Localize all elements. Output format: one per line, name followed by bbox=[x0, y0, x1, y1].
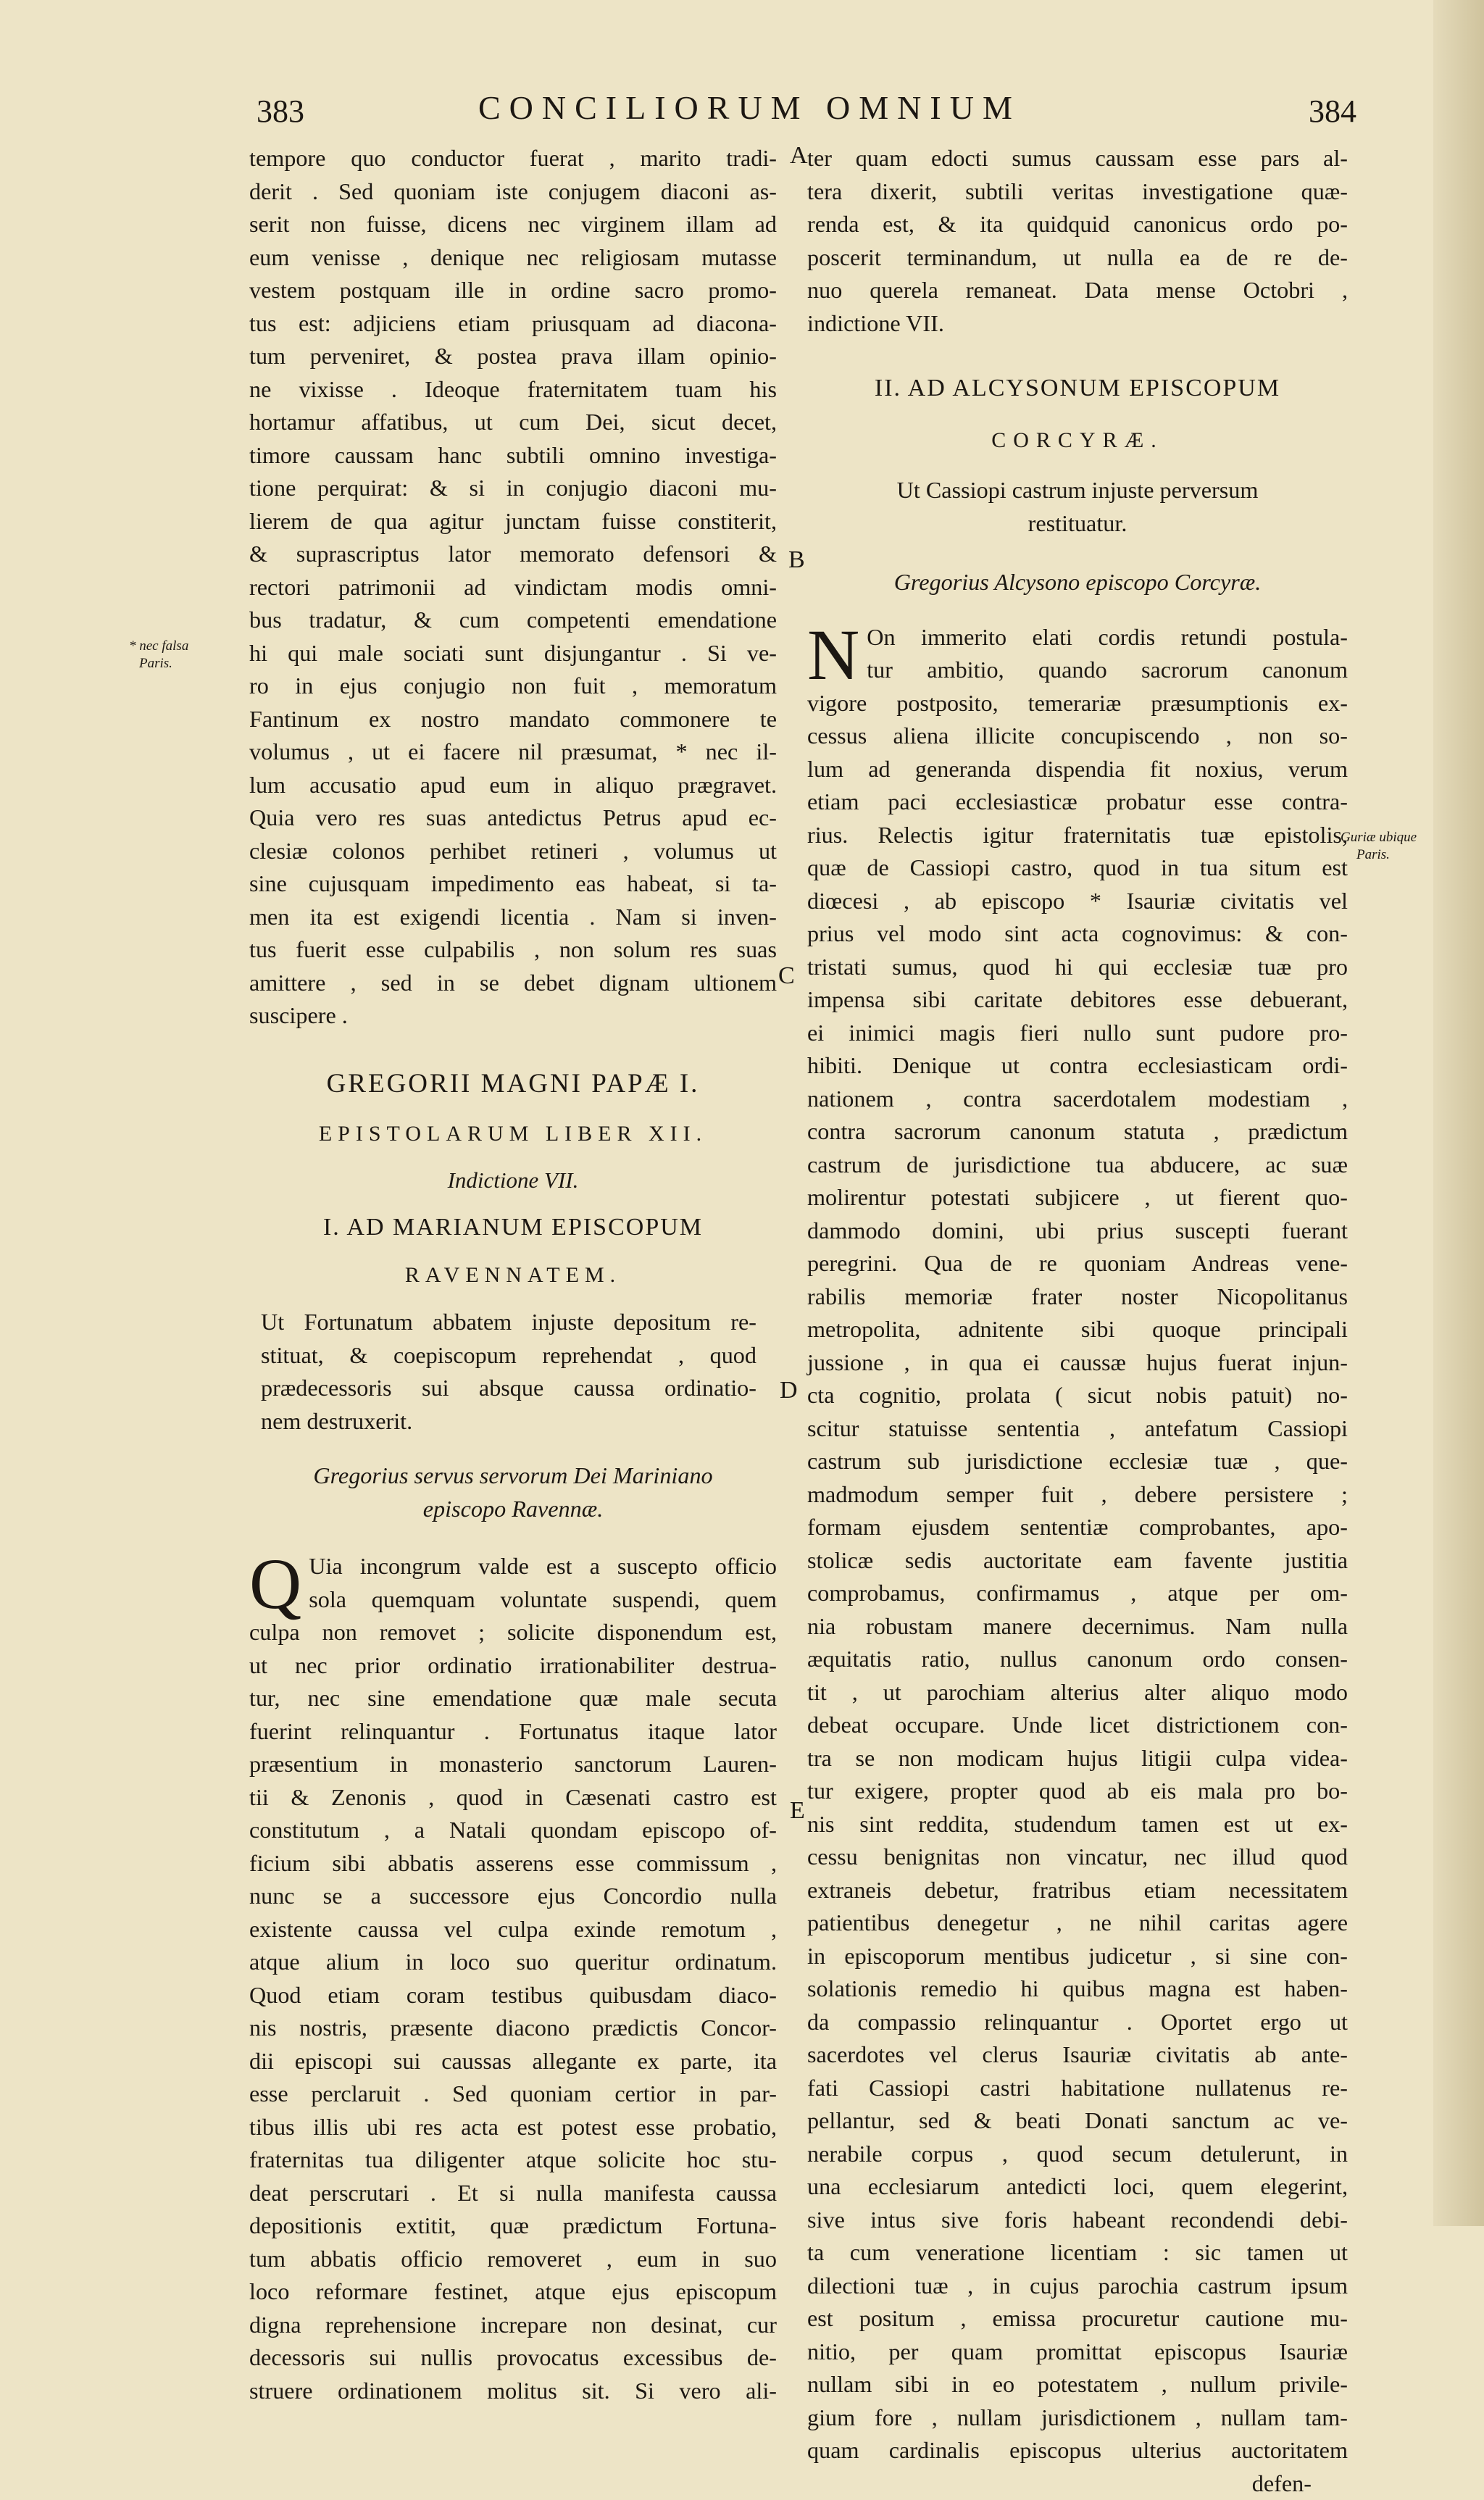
text-line: præsentium in monasterio sanctorum Lauren- bbox=[249, 1748, 777, 1781]
text-line: poscerit terminandum, ut nulla ea de re de- bbox=[807, 241, 1348, 275]
text-line: tus fuerit esse culpabilis , non solum res suas bbox=[249, 933, 777, 967]
text-line: nis nostris, præsente diacono prædictis Concor- bbox=[249, 2012, 777, 2045]
page-number-right: 384 bbox=[1309, 93, 1356, 130]
text-line: derit . Sed quoniam iste conjugem diaconi as- bbox=[249, 175, 777, 209]
text-line: da compassio relinquantur . Oportet ergo ut bbox=[807, 2006, 1348, 2039]
drop-cap-q: Q bbox=[249, 1554, 301, 1614]
text-line: Ut Cassiopi castrum injuste perversum bbox=[807, 474, 1348, 507]
text-line: formam ejusdem sententiæ comprobantes, apo- bbox=[807, 1511, 1348, 1544]
text-line: tii & Zenonis , quod in Cæsenati castro est bbox=[249, 1781, 777, 1814]
text-line: atque alium in loco suo queritur ordinatum. bbox=[249, 1946, 777, 1979]
text-line: tus est: adjiciens etiam priusquam ad diacona- bbox=[249, 307, 777, 341]
indiction: Indictione VII. bbox=[249, 1164, 777, 1197]
text-line: ne vixisse . Ideoque fraternitatem tuam his bbox=[249, 373, 777, 407]
letter-2-argument bbox=[807, 474, 1348, 540]
text-line: etiam paci ecclesiasticæ probatur esse contra- bbox=[807, 786, 1348, 819]
text-line: lierem de qua agitur junctam fuisse constiterit, bbox=[249, 505, 777, 538]
text-line: tempore quo conductor fuerat , marito tradi- bbox=[249, 142, 777, 175]
text-line: metropolita, adnitente sibi quoque principali bbox=[807, 1313, 1348, 1346]
text-line: scitur statuisse sententia , antefatum Cassiopi bbox=[807, 1412, 1348, 1446]
text-line: existente caussa vel culpa exinde remotum , bbox=[249, 1913, 777, 1946]
text-line: molirentur potestati subjicere , ut fierent quo- bbox=[807, 1181, 1348, 1214]
text-line: Fantinum ex nostro mandato commonere te bbox=[249, 703, 777, 736]
text-line: tum abbatis officio removeret , eum in suo bbox=[249, 2243, 777, 2276]
text-line: prædecessoris sui absque caussa ordinatio- bbox=[261, 1372, 756, 1405]
text-line: Quia vero res suas antedictus Petrus apud ec- bbox=[249, 801, 777, 835]
margin-letter-b: B bbox=[788, 546, 805, 574]
margin-letter-a: A bbox=[790, 142, 808, 170]
text-line: vigore postposito, temerariæ præsumptionis ex- bbox=[807, 687, 1348, 720]
text-line: castrum sub jurisdictione ecclesiæ tuæ , que- bbox=[807, 1445, 1348, 1478]
catchword: defen- bbox=[807, 2467, 1348, 2500]
text-line: & suprascriptus lator memorato defensori & bbox=[249, 538, 777, 571]
text-line: patientibus denegetur , ne nihil caritas agere bbox=[807, 1907, 1348, 1940]
text-line: hortamur affatibus, ut cum Dei, sicut decet, bbox=[249, 406, 777, 439]
text-line: digna reprehensione increpare non desinat, cur bbox=[249, 2309, 777, 2342]
text-line: contra sacrorum canonum statuta , prædictum bbox=[807, 1115, 1348, 1149]
margin-letter-d: D bbox=[780, 1377, 798, 1404]
text-line: stolicæ sedis auctoritate eam favente justitia bbox=[807, 1544, 1348, 1578]
text-line: ta cum veneratione licentiam : sic tamen ut bbox=[807, 2236, 1348, 2270]
text-line: men ita est exigendi licentia . Nam si inven- bbox=[249, 901, 777, 934]
text-line: cta cognitio, prolata ( sicut nobis patuit) no- bbox=[807, 1379, 1348, 1412]
text-line: clesiæ colonos perhibet retineri , volumus ut bbox=[249, 835, 777, 868]
text-line: Quod etiam coram testibus quibusdam diaco- bbox=[249, 1979, 777, 2012]
text-line: rectori patrimonii ad vindictam modis omni- bbox=[249, 571, 777, 604]
text-line: stituat, & coepiscopum reprehendat , quod bbox=[261, 1339, 756, 1372]
text-line: sola quemquam voluntate suspendi, quem bbox=[249, 1583, 777, 1617]
text-line: tra se non modicam hujus litigii culpa videa- bbox=[807, 1742, 1348, 1775]
text-line: pellantur, sed & beati Donati sanctum ac ve- bbox=[807, 2104, 1348, 2138]
page-number-left: 383 bbox=[257, 93, 304, 130]
text-line: una ecclesiarum antedicti loci, quem elegerint, bbox=[807, 2170, 1348, 2204]
text-line: eum venisse , denique nec religiosam mutasse bbox=[249, 241, 777, 275]
letter-2-title: II. AD ALCYSONUM EPISCOPUM bbox=[807, 372, 1348, 405]
text-line: Gregorius servus servorum Dei Mariniano bbox=[249, 1459, 777, 1493]
text-line: impensa sibi caritate debitores esse debuerant, bbox=[807, 983, 1348, 1017]
text-line: indictione VII. bbox=[807, 307, 1348, 341]
text-line: fraternitas tua diligenter atque solicite hoc stu- bbox=[249, 2143, 777, 2177]
text-line: ei inimici magis fieri nullo sunt pudore pro- bbox=[807, 1017, 1348, 1050]
right-paragraph-1 bbox=[807, 142, 1348, 340]
text-line: quæ de Cassiopi castro, quod in tua situm est bbox=[807, 851, 1348, 885]
text-line: serit non fuisse, dicens nec virginem illam ad bbox=[249, 208, 777, 241]
text-line: ro in ejus conjugio non fuit , memoratum bbox=[249, 670, 777, 703]
text-line: sive intus sive foris habeant recondendi debi- bbox=[807, 2204, 1348, 2237]
text-line: tur, nec sine emendatione quæ male secuta bbox=[249, 1682, 777, 1715]
text-line: est positum , emissa procuretur cautione mu- bbox=[807, 2302, 1348, 2336]
text-line: suscipere . bbox=[249, 999, 777, 1033]
text-line: fuerint relinquantur . Fortunatus itaque lator bbox=[249, 1715, 777, 1749]
page-edge bbox=[1433, 0, 1484, 2226]
text-line: nis sint reddita, studendum tamen est ut ex- bbox=[807, 1808, 1348, 1841]
text-line: constitutum , a Natali quondam episcopo of- bbox=[249, 1814, 777, 1847]
text-line: dilectioni tuæ , in cujus parochia castrum ipsum bbox=[807, 2270, 1348, 2303]
text-line: depositionis extitit, quæ prædictum Fortuna- bbox=[249, 2209, 777, 2243]
text-line: loco reformare festinet, atque ejus episcopum bbox=[249, 2275, 777, 2309]
text-line: castrum de jurisdictione tua abducere, ac suæ bbox=[807, 1149, 1348, 1182]
text-line: tera dixerit, subtili veritas investigatione quæ- bbox=[807, 175, 1348, 209]
text-line: nunc se a successore ejus Concordio nulla bbox=[249, 1880, 777, 1913]
text-line: æquitatis ratio, nullus canonum ordo consen- bbox=[807, 1643, 1348, 1676]
text-line: debeat occupare. Unde licet districtionem con- bbox=[807, 1709, 1348, 1742]
text-line: extraneis debetur, fratribus etiam necessitatem bbox=[807, 1874, 1348, 1907]
text-line: madmodum semper fuit , debere persistere ; bbox=[807, 1478, 1348, 1512]
text-line: bus tradatur, & cum competenti emendatione bbox=[249, 604, 777, 637]
margin-note-right: Guriæ ubique Paris. bbox=[1341, 829, 1417, 864]
text-line: cessu benignitas non vincatur, nec illud quod bbox=[807, 1841, 1348, 1874]
book-title: GREGORII MAGNI PAPÆ I. bbox=[249, 1067, 777, 1101]
text-line: struere ordinationem molitus sit. Si vero ali- bbox=[249, 2375, 777, 2408]
text-line: amittere , sed in se debet dignam ultionem bbox=[249, 967, 777, 1000]
text-line: hibiti. Denique ut contra ecclesiasticam ordi- bbox=[807, 1049, 1348, 1083]
letter-2-salutation: Gregorius Alcysono episcopo Corcyræ. bbox=[807, 566, 1348, 599]
left-column bbox=[249, 142, 777, 2407]
running-title: CONCILIORUM OMNIUM bbox=[478, 88, 1159, 127]
text-line: hi qui male sociati sunt disjungantur . Si ve- bbox=[249, 637, 777, 670]
text-line: ter quam edocti sumus caussam esse pars al- bbox=[807, 142, 1348, 175]
text-line: lum ad generanda dispendia fit noxius, verum bbox=[807, 753, 1348, 786]
text-line: rius. Relectis igitur fraternitatis tuæ epistolis, bbox=[807, 819, 1348, 852]
margin-letter-e: E bbox=[790, 1797, 805, 1825]
text-line: nitio, per quam promittat episcopus Isauriæ bbox=[807, 2336, 1348, 2369]
text-line: dii episcopi sui caussas allegante ex parte, ita bbox=[249, 2045, 777, 2078]
text-line: episcopo Ravennæ. bbox=[249, 1493, 777, 1526]
text-line: solationis remedio hi quibus magna est haben- bbox=[807, 1972, 1348, 2006]
text-line: gium fore , nullam jurisdictionem , nullam tam- bbox=[807, 2401, 1348, 2435]
text-line: in episcoporum mentibus judicetur , si sine con- bbox=[807, 1940, 1348, 1973]
text-line: decessoris sui nullis provocatus excessibus de- bbox=[249, 2341, 777, 2375]
text-line: tit , ut parochiam alterius alter aliquo modo bbox=[807, 1676, 1348, 1709]
book-subtitle: EPISTOLARUM LIBER XII. bbox=[249, 1117, 777, 1151]
letter-2-place: CORCYRÆ. bbox=[807, 424, 1348, 457]
text-line: nia robustam manere decernimus. Nam nulla bbox=[807, 1610, 1348, 1643]
text-line: volumus , ut ei facere nil præsumat, * nec il- bbox=[249, 736, 777, 769]
drop-cap-n: N bbox=[807, 625, 859, 685]
text-line: nullam sibi in eo potestatem , nullum privile- bbox=[807, 2368, 1348, 2401]
text-line: On immerito elati cordis retundi postula- bbox=[807, 621, 1348, 654]
text-line: diœcesi , ab episcopo * Isauriæ civitatis vel bbox=[807, 885, 1348, 918]
text-line: dammodo domini, ubi prius suscepti fuerant bbox=[807, 1214, 1348, 1248]
text-line: cessus aliena illicite concupiscendo , non so- bbox=[807, 720, 1348, 753]
letter-1-title: I. AD MARIANUM EPISCOPUM bbox=[249, 1211, 777, 1244]
text-line: vestem postquam ille in ordine sacro promo- bbox=[249, 274, 777, 307]
text-line: tur ambitio, quando sacrorum canonum bbox=[807, 654, 1348, 687]
text-line: tum perveniret, & postea prava illam opinio- bbox=[249, 340, 777, 373]
text-line: ficium sibi abbatis asserens esse commissum , bbox=[249, 1847, 777, 1880]
text-line: culpa non removet ; solicite disponendum est, bbox=[249, 1616, 777, 1649]
text-line: ut nec prior ordinatio irrationabiliter destrua- bbox=[249, 1649, 777, 1683]
letter-1-argument bbox=[249, 1306, 777, 1438]
text-line: deat perscrutari . Et si nulla manifesta caussa bbox=[249, 2177, 777, 2210]
text-line: renda est, & ita quidquid canonicus ordo po- bbox=[807, 208, 1348, 241]
text-line: timore caussam hanc subtili omnino investiga- bbox=[249, 439, 777, 472]
text-line: Ut Fortunatum abbatem injuste depositum re- bbox=[261, 1306, 756, 1339]
text-line: comprobamus, confirmamus , atque per om- bbox=[807, 1577, 1348, 1610]
margin-note-left: * nec falsa Paris. bbox=[129, 638, 188, 672]
text-line: sacerdotes vel clerus Isauriæ civitatis ab ante- bbox=[807, 2038, 1348, 2072]
text-line: peregrini. Qua de re quoniam Andreas vene- bbox=[807, 1247, 1348, 1280]
right-column bbox=[807, 142, 1348, 2500]
letter-1-place: RAVENNATEM. bbox=[249, 1259, 777, 1292]
text-line: tione perquirat: & si in conjugio diaconi mu- bbox=[249, 472, 777, 505]
letter-2-body bbox=[807, 621, 1348, 2467]
text-line: tristati sumus, quod hi qui ecclesiæ tuæ pro bbox=[807, 951, 1348, 984]
text-line: nationem , contra sacerdotalem modestiam , bbox=[807, 1083, 1348, 1116]
text-line: esse perclaruit . Sed quoniam certior in par- bbox=[249, 2078, 777, 2111]
text-line: lum accusatio apud eum in aliquo prægravet. bbox=[249, 769, 777, 802]
text-line: Uia incongrum valde est a suscepto officio bbox=[249, 1550, 777, 1583]
margin-letter-c: C bbox=[778, 962, 795, 990]
text-line: jussione , in qua ei caussæ hujus fuerat injun- bbox=[807, 1346, 1348, 1380]
text-line: tibus illis ubi res acta est potest esse probatio, bbox=[249, 2111, 777, 2144]
letter-1-salutation bbox=[249, 1459, 777, 1525]
text-line: prius vel modo sint acta cognovimus: & con- bbox=[807, 917, 1348, 951]
text-line: rabilis memoriæ frater noster Nicopolitanus bbox=[807, 1280, 1348, 1314]
text-line: nem destruxerit. bbox=[261, 1405, 756, 1438]
text-line: sine cujusquam impedimento eas habeat, si ta- bbox=[249, 867, 777, 901]
text-line: quam cardinalis episcopus ulterius auctoritatem bbox=[807, 2434, 1348, 2467]
left-paragraph-1 bbox=[249, 142, 777, 1033]
text-line: nuo querela remaneat. Data mense Octobri , bbox=[807, 274, 1348, 307]
text-line: restituatur. bbox=[807, 507, 1348, 541]
letter-1-body bbox=[249, 1550, 777, 2407]
text-line: tur exigere, propter quod ab eis mala pro bo- bbox=[807, 1775, 1348, 1808]
text-line: nerabile corpus , quod secum detulerunt, in bbox=[807, 2138, 1348, 2171]
text-line: fati Cassiopi castri habitatione nullatenus re- bbox=[807, 2072, 1348, 2105]
